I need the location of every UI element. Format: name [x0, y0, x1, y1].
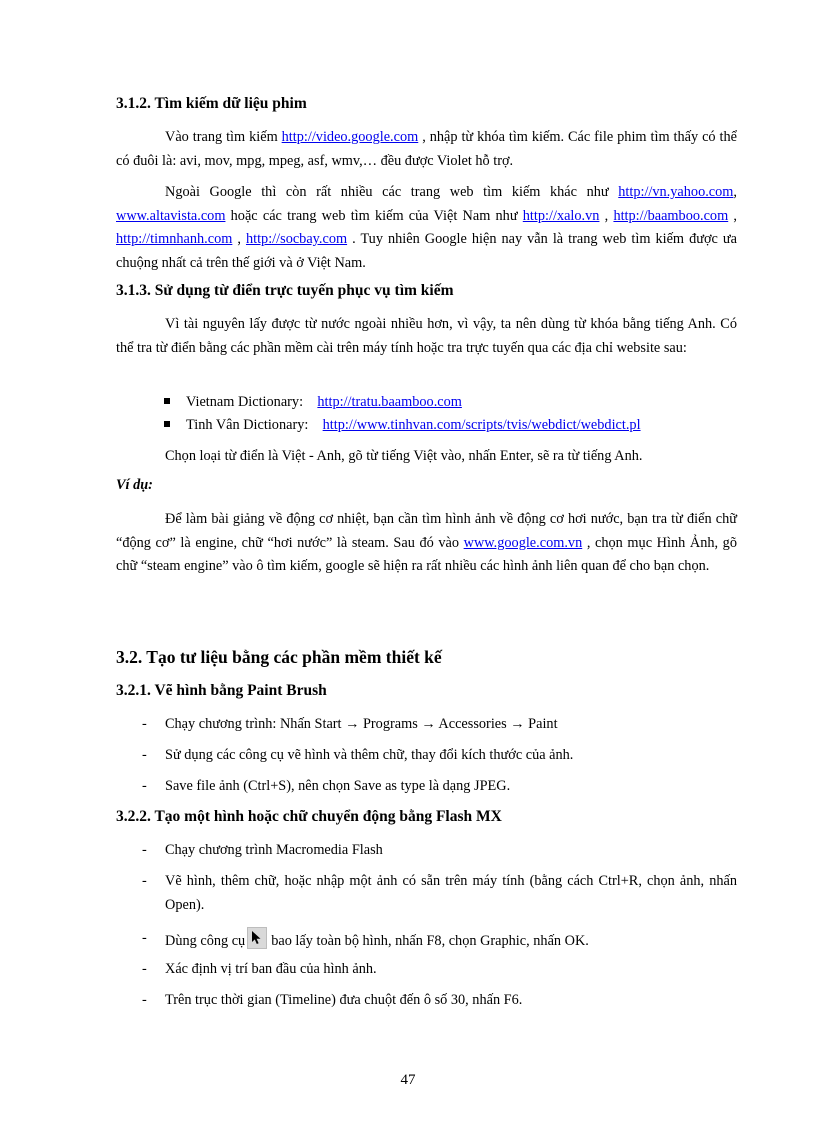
heading-3-2-2: 3.2.2. Tạo một hình hoặc chữ chuyển động bằng Flash MX [116, 808, 502, 825]
text-run: bao lấy toàn bộ hình, nhấn F8, chọn Graphic, nhấn OK. [271, 933, 589, 949]
list-item-draw-shape [116, 870, 737, 917]
dash-bullet: - [142, 961, 147, 977]
heading-3-1-2: 3.1.2. Tìm kiếm dữ liệu phim [116, 95, 307, 112]
selection-arrow-icon [247, 927, 267, 949]
list-item-save-file [116, 775, 737, 799]
list-item-text: Vẽ hình, thêm chữ, hoặc nhập một ảnh có sẵn trên máy tính (bằng cách Ctrl+R, chọn ảnh, nhấn Open). [165, 873, 737, 913]
dictionary-label: Vietnam Dictionary: [186, 394, 304, 410]
paragraph-dictionary-usage: Chọn loại từ điển là Việt - Anh, gõ từ tiếng Việt vào, nhấn Enter, sẽ ra từ tiếng Anh. [165, 448, 643, 464]
dash-bullet: - [142, 842, 147, 858]
list-item-run-flash [116, 839, 737, 863]
list-item-use-tools [116, 744, 737, 768]
list-item-initial-position [116, 958, 737, 982]
link-baamboo[interactable]: http://baamboo.com [613, 207, 729, 224]
list-item-text [165, 927, 737, 954]
dash-bullet: - [142, 992, 147, 1008]
page-number: 47 [400, 1072, 416, 1088]
paragraph-other-search-engines [116, 181, 737, 275]
text-run: , [232, 231, 246, 247]
text-run: hoặc các trang web tìm kiếm của Việt Nam như [225, 207, 523, 224]
list-item-text: Chạy chương trình: Nhấn Start → Programs → Accessories → Paint [165, 716, 558, 732]
dictionary-label: Tinh Vân Dictionary: [186, 417, 309, 433]
paragraph-video-search [116, 126, 737, 173]
list-item-text: Chạy chương trình Macromedia Flash [165, 842, 383, 858]
list-item-timeline [116, 989, 737, 1013]
text-run: Ngoài Google thì còn rất nhiều các trang web tìm kiếm khác như [165, 184, 619, 200]
text-run: , [728, 207, 737, 224]
paragraph-dictionary-intro: Vì tài nguyên lấy được từ nước ngoài nhiều hơn, vì vậy, ta nên dùng từ khóa bằng tiếng Anh. Có thể tra từ điển bằng các phần mềm cài trên máy tính hoặc tra trực tuyến qua các địa chỉ website sau: [116, 316, 737, 356]
text-run: Dùng công cụ [165, 933, 246, 949]
paragraph-example [116, 508, 737, 579]
square-bullet-icon [164, 398, 170, 404]
list-item-select-tool [116, 927, 737, 954]
heading-3-1-3: 3.1.3. Sử dụng từ điển trực tuyến phục vụ tìm kiếm [116, 282, 454, 299]
text-run: . Tuy nhiên Google hiện nay vẫn là trang web tìm kiếm được ưa chuộng nhất cả trên thế giới và ở Việt Nam. [116, 231, 737, 271]
text-run: Vào trang tìm kiếm [165, 129, 282, 145]
list-item-text: Xác định vị trí ban đầu của hình ảnh. [165, 961, 377, 977]
square-bullet-icon [164, 421, 170, 427]
link-timnhanh[interactable]: http://timnhanh.com [116, 231, 233, 247]
link-video-google[interactable]: http://video.google.com [281, 129, 419, 145]
text-run: , nhập từ khóa tìm kiếm. Các file phim tìm thấy có thể có đuôi là: avi, mov, mpg, mpeg, asf, wmv,… đều được Violet hỗ trợ. [116, 129, 737, 169]
dash-bullet: - [142, 778, 147, 794]
link-yahoo[interactable]: http://vn.yahoo.com [618, 184, 734, 200]
list-item-text: Save file ảnh (Ctrl+S), nên chọn Save as type là dạng JPEG. [165, 778, 511, 794]
list-item-text: Sử dụng các công cụ vẽ hình và thêm chữ, thay đổi kích thước của ảnh. [165, 747, 574, 763]
list-item-tinhvan-dictionary [164, 414, 641, 436]
text-run: Để làm bài giảng về động cơ nhiệt, bạn cần tìm hình ảnh về động cơ hơi nước, bạn tra từ điển chữ “động cơ” là engine, chữ “hơi nước” là steam. Sau đó vào [116, 511, 737, 551]
dash-bullet: - [142, 930, 147, 946]
link-tinhvan-webdict[interactable]: http://www.tinhvan.com/scripts/tvis/webdict/webdict.pl [322, 417, 641, 433]
example-label: Ví dụ: [116, 477, 153, 493]
list-item-run-paint [116, 713, 737, 737]
list-item-vietnam-dictionary [164, 391, 462, 413]
dash-bullet: - [142, 716, 147, 732]
link-xalo[interactable]: http://xalo.vn [522, 207, 600, 224]
heading-3-2: 3.2. Tạo tư liệu bằng các phần mềm thiết kế [116, 647, 442, 667]
list-item-text: Trên trục thời gian (Timeline) đưa chuột đến ô số 30, nhấn F6. [165, 992, 523, 1008]
dash-bullet: - [142, 747, 147, 763]
link-socbay[interactable]: http://socbay.com [245, 231, 348, 247]
link-google-vn[interactable]: www.google.com.vn [463, 534, 583, 551]
text-run: , [733, 184, 737, 200]
text-run: , [599, 207, 614, 224]
link-altavista[interactable]: www.altavista.com [116, 207, 226, 224]
link-tratu-baamboo[interactable]: http://tratu.baamboo.com [317, 394, 462, 410]
text-run: , chọn mục Hình Ảnh, gõ chữ “steam engine” vào ô tìm kiếm, google sẽ hiện ra rất nhiều các hình ảnh liên quan để cho bạn chọn. [116, 534, 737, 574]
dash-bullet: - [142, 873, 147, 889]
heading-3-2-1: 3.2.1. Vẽ hình bằng Paint Brush [116, 682, 327, 699]
